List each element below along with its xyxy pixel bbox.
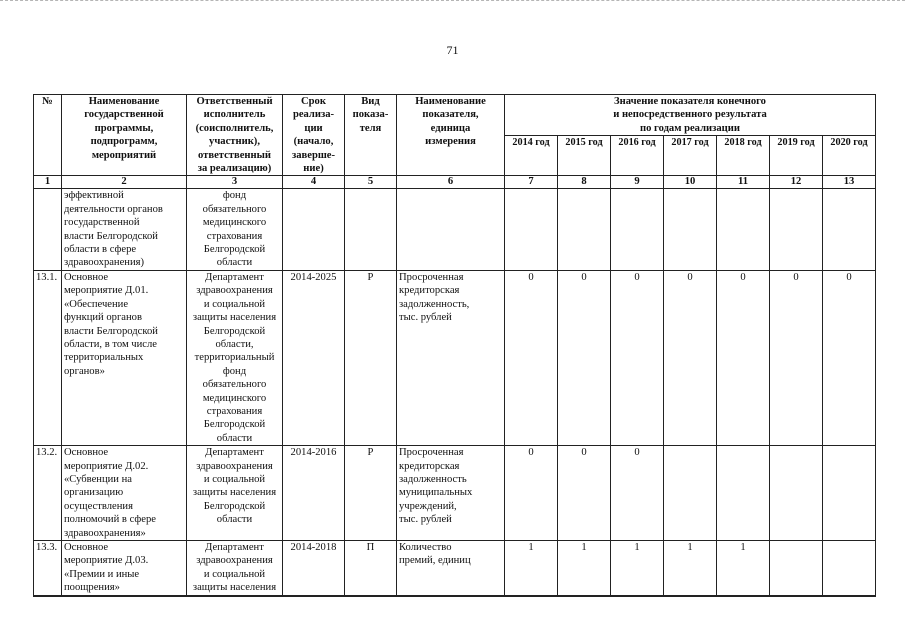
header-year: 2017 год	[664, 136, 717, 176]
row-value	[770, 189, 823, 270]
row-value	[558, 189, 611, 270]
column-number: 1	[34, 176, 62, 189]
row-value: 0	[770, 270, 823, 445]
row-name: Основное мероприятие Д.02. «Субвенции на организацию осуществления полномочий в сфере здравоохранения»	[62, 446, 187, 541]
column-number: 10	[664, 176, 717, 189]
column-number: 13	[823, 176, 876, 189]
column-numbers-row	[34, 176, 876, 189]
header-year: 2019 год	[770, 136, 823, 176]
row-num: 13.3.	[34, 541, 62, 596]
row-num	[34, 189, 62, 270]
row-value: 0	[664, 270, 717, 445]
row-value: 1	[505, 541, 558, 596]
row-name: Основное мероприятие Д.01. «Обеспечение функций органов власти Белгородской области, в том числе территориальных органов»	[62, 270, 187, 445]
header-year: 2016 год	[611, 136, 664, 176]
table-row	[34, 189, 876, 270]
row-type	[345, 189, 397, 270]
row-value: 0	[505, 446, 558, 541]
row-period: 2014-2018	[283, 541, 345, 596]
header-name: Наименование государственной программы, подпрограмм, мероприятий	[62, 95, 187, 176]
header-year: 2015 год	[558, 136, 611, 176]
row-value	[770, 446, 823, 541]
column-number: 2	[62, 176, 187, 189]
row-value	[823, 541, 876, 596]
row-responsible: Департамент здравоохранения и социальной защиты населения Белгородской области, территориальный фонд обязательного медицинского страхования Белгородской области	[187, 270, 283, 445]
row-value: 0	[717, 270, 770, 445]
page-number: 71	[446, 43, 459, 57]
row-name: эффективной деятельности органов государственной власти Белгородской области в сфере здравоохранения)	[62, 189, 187, 270]
column-number: 11	[717, 176, 770, 189]
column-number: 7	[505, 176, 558, 189]
header-responsible: Ответственный исполнитель (соисполнитель, участник), ответственный за реализацию)	[187, 95, 283, 176]
row-value: 1	[717, 541, 770, 596]
row-name: Основное мероприятие Д.03. «Премии и иные поощрения»	[62, 541, 187, 596]
row-type: Р	[345, 446, 397, 541]
row-value	[611, 189, 664, 270]
row-period	[283, 189, 345, 270]
column-number: 8	[558, 176, 611, 189]
row-indicator: Просроченная кредиторская задолженность муниципальных учреждений, тыс. рублей	[397, 446, 505, 541]
row-num: 13.1.	[34, 270, 62, 445]
row-indicator: Количество премий, единиц	[397, 541, 505, 596]
row-value	[664, 446, 717, 541]
row-responsible: Департамент здравоохранения и социальной защиты населения Белгородской области	[187, 446, 283, 541]
row-value	[770, 541, 823, 596]
row-responsible: фонд обязательного медицинского страхования Белгородской области	[187, 189, 283, 270]
row-num: 13.2.	[34, 446, 62, 541]
program-indicators-table	[33, 94, 876, 597]
row-period: 2014-2016	[283, 446, 345, 541]
row-value: 0	[611, 270, 664, 445]
row-period: 2014-2025	[283, 270, 345, 445]
row-value	[505, 189, 558, 270]
row-value	[823, 446, 876, 541]
table-row	[34, 446, 876, 541]
column-number: 6	[397, 176, 505, 189]
header-year: 2018 год	[717, 136, 770, 176]
header-year: 2014 год	[505, 136, 558, 176]
header-row-top	[34, 95, 876, 136]
row-value: 0	[505, 270, 558, 445]
row-indicator: Просроченная кредиторская задолженность, тыс. рублей	[397, 270, 505, 445]
row-value: 1	[664, 541, 717, 596]
header-num: №	[34, 95, 62, 176]
column-number: 3	[187, 176, 283, 189]
table-row	[34, 541, 876, 596]
row-value: 1	[611, 541, 664, 596]
column-number: 12	[770, 176, 823, 189]
scan-top-edge	[0, 0, 905, 5]
row-value: 0	[558, 270, 611, 445]
row-value	[823, 189, 876, 270]
row-value	[717, 446, 770, 541]
row-value	[717, 189, 770, 270]
row-type: Р	[345, 270, 397, 445]
row-indicator	[397, 189, 505, 270]
row-value: 0	[823, 270, 876, 445]
header-values-group: Значение показателя конечного и непосредственного результата по годам реализации	[505, 95, 876, 136]
column-number: 9	[611, 176, 664, 189]
row-value	[664, 189, 717, 270]
column-number: 5	[345, 176, 397, 189]
header-period: Срок реализа- ции (начало, заверше- ние)	[283, 95, 345, 176]
header-indicator: Наименование показателя, единица измерения	[397, 95, 505, 176]
header-year: 2020 год	[823, 136, 876, 176]
row-value: 1	[558, 541, 611, 596]
row-value: 0	[558, 446, 611, 541]
row-type: П	[345, 541, 397, 596]
column-number: 4	[283, 176, 345, 189]
header-type: Вид показа- теля	[345, 95, 397, 176]
table-row	[34, 270, 876, 445]
row-value: 0	[611, 446, 664, 541]
row-responsible: Департамент здравоохранения и социальной защиты населения	[187, 541, 283, 596]
